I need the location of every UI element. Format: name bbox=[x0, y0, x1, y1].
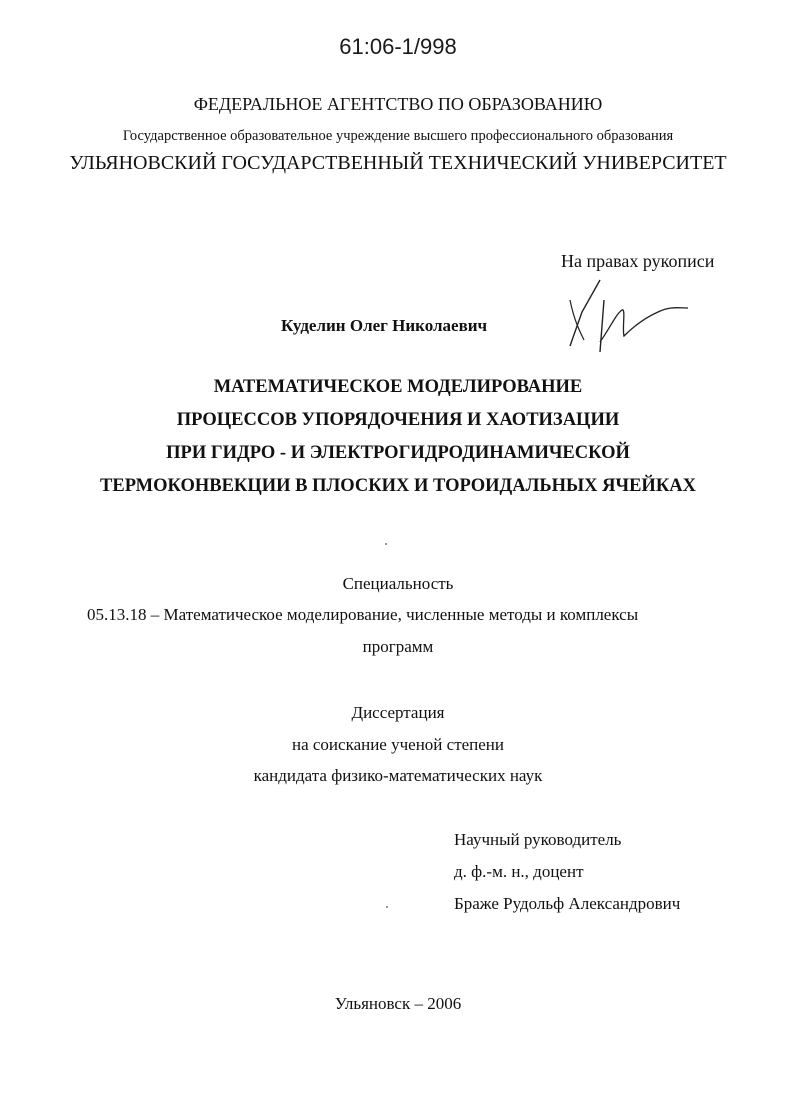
supervisor-degree: д. ф.-м. н., доцент bbox=[454, 862, 584, 881]
supervisor-role: Научный руководитель bbox=[454, 830, 622, 849]
specialty-code: 05.13.18 – Математическое моделирование, численные методы и комплексы bbox=[87, 605, 639, 624]
manuscript-rights-note: На правах рукописи bbox=[561, 251, 715, 271]
dissertation-title-line-1: МАТЕМАТИЧЕСКОЕ МОДЕЛИРОВАНИЕ bbox=[213, 377, 583, 397]
handwritten-signature bbox=[562, 270, 692, 360]
scan-speck bbox=[385, 543, 387, 545]
scan-speck bbox=[386, 906, 388, 908]
dissertation-title-line-4: ТЕРМОКОНВЕКЦИИ В ПЛОСКИХ И ТОРОИДАЛЬНЫХ ЯЧЕЙКАХ bbox=[100, 476, 696, 496]
agency-name: ФЕДЕРАЛЬНОЕ АГЕНТСТВО ПО ОБРАЗОВАНИЮ bbox=[193, 94, 603, 114]
author-name: Куделин Олег Николаевич bbox=[281, 316, 488, 335]
document-type: Диссертация bbox=[351, 703, 445, 722]
specialty-label: Специальность bbox=[342, 574, 454, 593]
university-name: УЛЬЯНОВСКИЙ ГОСУДАРСТВЕННЫЙ ТЕХНИЧЕСКИЙ УНИВЕРСИТЕТ bbox=[69, 152, 727, 174]
dissertation-title-line-3: ПРИ ГИДРО - И ЭЛЕКТРОГИДРОДИНАМИЧЕСКОЙ bbox=[166, 443, 630, 463]
institution-type: Государственное образовательное учреждение высшего профессионального образования bbox=[122, 128, 674, 144]
specialty-continuation: программ bbox=[362, 637, 434, 656]
city-year: Ульяновск – 2006 bbox=[334, 994, 462, 1013]
archive-stamp: 61:06-1/998 bbox=[339, 34, 457, 59]
degree-name: кандидата физико-математических наук bbox=[253, 766, 543, 785]
dissertation-title-line-2: ПРОЦЕССОВ УПОРЯДОЧЕНИЯ И ХАОТИЗАЦИИ bbox=[176, 410, 620, 430]
supervisor-name: Браже Рудольф Александрович bbox=[454, 894, 681, 913]
degree-purpose: на соискание ученой степени bbox=[291, 735, 505, 754]
